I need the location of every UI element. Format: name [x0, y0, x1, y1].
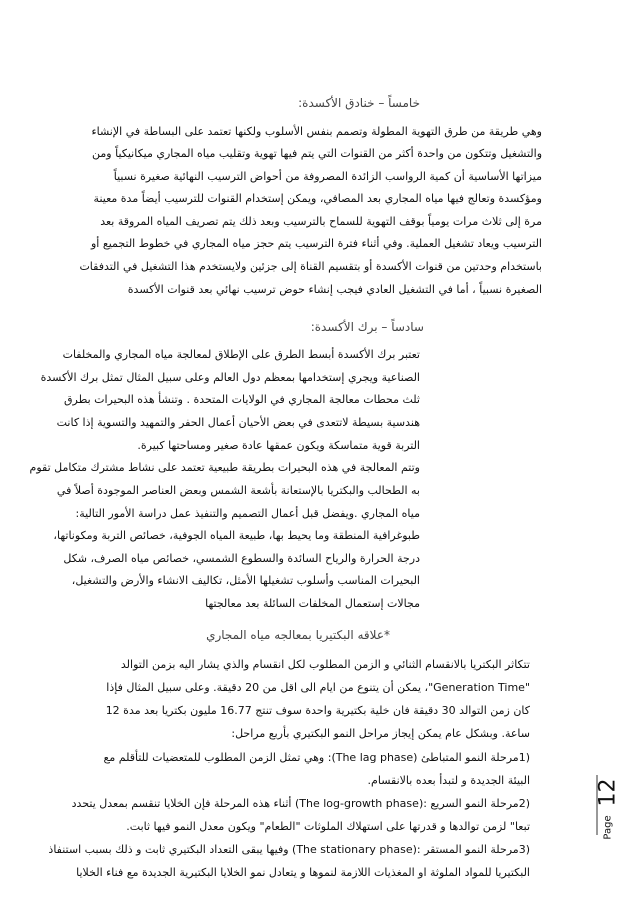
paragraph-line: درجة الحرارة والرياح السائدة والسطوع الشمسي، خصائص مياه الصرف، شكل [63, 552, 420, 565]
paragraph-line: ساعة. وبشكل عام يمكن إيجاز مراحل النمو البكتيري بأربع مراحل: [231, 727, 530, 740]
paragraph-line: وهي طريقة من طرق التهوية المطولة وتصمم بنفس الأسلوب ولكنها تعتمد على البساطة في الإنشاء [91, 125, 542, 138]
paragraph-line: طبوغرافية المنطقة وما يحيط بها، طبيعة المياه الجوفية، خصائص التربة ومكوناتها، [53, 529, 420, 542]
paragraph-line: (2مرحلة النمو السريع :(The log-growth phase) أثناء هذه المرحلة فإن الخلايا تنقسم بمعدل يتحدد [71, 797, 530, 810]
paragraph-line: تتكاثر البكتريا بالانقسام الثنائي و الزمن المطلوب لكل انقسام والذي يشار اليه بزمن التوالد [120, 658, 530, 671]
paragraph-line: الصناعية ويجري إستخدامها بمعظم دول العالم وعلى سبيل المثال تمثل برك الأكسدة [40, 371, 420, 384]
paragraph-line: الصغيرة نسبياً ، أما في التشغيل العادي فيجب إنشاء حوض ترسيب نهائي بعد قنوات الأكسدة [127, 283, 542, 296]
heading-oxidation-ditches: خامساً – خنادق الأكسدة: [298, 96, 420, 110]
paragraph-line: تبعا" لزمن توالدها و قدرتها على استهلاك الملوثات "الطعام" ويكون معدل النمو فيها ثابت. [126, 820, 530, 833]
paragraph-line: والتشغيل وتتكون من واحدة أكثر من القنوات التي يتم فيها تهوية وتقليب مياه المجاري ميكانيكياً ومن [92, 147, 542, 160]
paragraph-line: وتتم المعالجة في هذه البحيرات بطريقة طبيعية تعتمد على نشاط مشترك متكامل تقوم [29, 461, 420, 474]
paragraph-line: (1مرحلة النمو المتباطئ (The lag phase): وهي تمثل الزمن المطلوب للمتعضيات للتأقلم مع [103, 751, 530, 764]
paragraph-line: مرة إلى ثلاث مرات يومياً بوقف التهوية للسماح بالترسيب وبعد ذلك يتم تصريف المياه المروقة بعد [100, 215, 542, 228]
heading-oxidation-ponds: سادساً – برك الأكسدة: [310, 320, 424, 334]
paragraph-line: تعتبر برك الأكسدة أبسط الطرق على الإطلاق لمعالجة مياه المجاري والمخلفات [62, 348, 420, 361]
paragraph-line: البكتيريا للمواد الملوثة او المغذيات اللازمة لنموها و يتعادل نمو الخلايا البكتيرية الجديدة مع فناء الخلايا [76, 866, 530, 879]
paragraph-line: هندسية بسيطة لاتتعدى في بعض الأحيان أعمال الحفر والتمهيد والتسوية إذا كانت [56, 416, 420, 429]
paragraph-line: ثلث محطات معالجة المجاري في الولايات المتحدة . وتنشأ هذه البحيرات بطرق [63, 393, 420, 406]
paragraph-line: البيئة الجديدة و لتبدأ بعده بالانقسام. [367, 774, 530, 787]
paragraph-line: ميزاتها الأساسية أن كمية الرواسب الزائدة المصروفة من أحواض الترسيب النهائية صغيرة نسبياً [113, 170, 542, 183]
page-number-value: 12 [595, 778, 621, 807]
paragraph-line: التربة قوية متماسكة ويكون عمقها عادة صغير ومساحتها كبيرة. [137, 439, 420, 452]
paragraph-line: مجالات إستعمال المخلفات السائلة بعد معالجتها [205, 597, 420, 610]
paragraph-line: باستخدام وحدتين من قنوات الأكسدة أو بتقسيم القناة إلى جزئين ولايستخدم هذا التشغيل في التدفقات [79, 260, 542, 273]
paragraph-line: به الطحالب والبكتريا بالإستعانة بأشعة الشمس وبعض العناصر الموجودة أصلاً في [56, 484, 420, 497]
paragraph-line: مياه المجاري .ويفضل قبل أعمال التصميم والتنفيذ عمل دراسة الأمور التالية: [75, 507, 420, 520]
paragraph-line: ومؤكسدة وتعالج فيها مياه المجاري بعد المصافي، ويمكن إستخدام القنوات للترسيب أيضاً مدة معينة [93, 192, 542, 205]
paragraph-line: الترسيب ويعاد تشغيل العملية. وفي أثناء فترة الترسيب يتم حجز مياه المجاري في خطوط التجميع أو [91, 237, 542, 250]
paragraph-line: كان زمن التوالد 30 دقيقة فان خلية بكتيرية واحدة سوف تنتج 16.77 مليون بكتريا بعد مدة 12 [105, 704, 530, 717]
heading-bacteria-relation: *علاقه البكتيريا بمعالجه مياه المجاري [206, 628, 390, 642]
paragraph-line: "Generation Time"، يمكن أن يتنوع من ايام الى اقل من 20 دقيقة. وعلى سبيل المثال فإذا [106, 681, 530, 694]
paragraph-line: البحيرات المناسب وأسلوب تشغيلها الأمثل، تكاليف الانشاء والأرض والتشغيل، [71, 574, 420, 587]
page-number-label: Page [602, 815, 614, 840]
paragraph-line: (3مرحلة النمو المستقر :(The stationary phase) وفيها يبقى التعداد البكتيري ثابت و ذلك بسبب استنفاذ [48, 843, 530, 856]
